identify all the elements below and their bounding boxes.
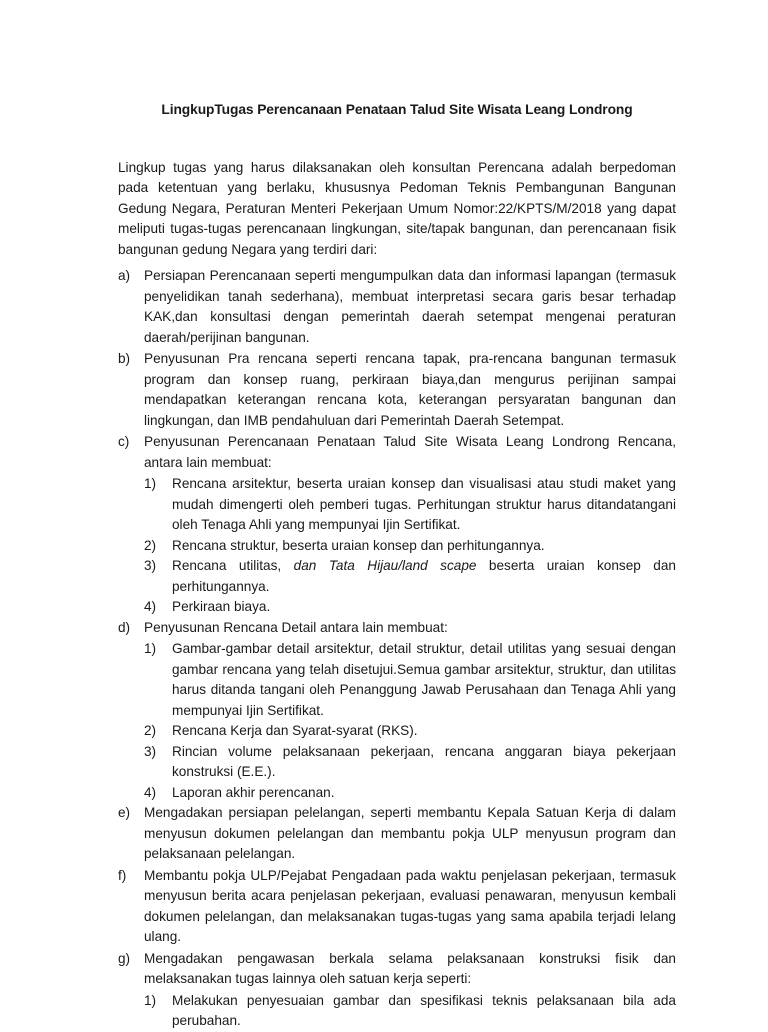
- list-item-text: Membantu pokja ULP/Pejabat Pengadaan pada waktu penjelasan pekerjaan, termasuk menyusun berita acara penjelasan pekerjaan, evaluasi penawaran, menyusun kembali dokumen pelelangan, dan melaksanakan tugas-tugas yang sama apabila terjadi lelang ulang.: [144, 867, 676, 944]
- sublist: [118, 991, 676, 1032]
- sublist-marker: 3): [144, 558, 157, 573]
- list-item: [118, 349, 676, 431]
- sublist-marker: 2): [144, 537, 157, 553]
- sublist-item: [118, 556, 676, 597]
- sublist-item: [118, 639, 676, 721]
- sublist-marker: 2): [144, 723, 157, 738]
- list-item: [118, 866, 676, 948]
- sublist-container: [118, 474, 676, 618]
- list-item-text: Penyusunan Rencana Detail antara lain membuat:: [144, 619, 448, 635]
- sublist-item-text: Rencana struktur, beserta uraian konsep dan perhitungannya.: [172, 537, 545, 553]
- document-title: LingkupTugas Perencanaan Penataan Talud Site Wisata Leang Londrong: [161, 102, 633, 117]
- sublist-item: [118, 536, 676, 557]
- list-item: [118, 949, 676, 990]
- sublist-marker: 1): [144, 992, 157, 1008]
- sublist-item-text: Gambar-gambar detail arsitektur, detail struktur, detail utilitas yang sesuai dengan gambar rencana yang telah disetujui.Semua gambar arsitektur, struktur, dan utilitas harus ditanda tangani oleh Penanggung Jawab Perusahaan dan Tenaga Ahli yang mempunyai Ijin Sertifikat.: [172, 641, 676, 718]
- sublist-item-text: Melakukan penyesuaian gambar dan spesifikasi teknis pelaksanaan bila ada perubahan.: [172, 992, 676, 1028]
- sublist-container: [118, 991, 676, 1032]
- sublist-item-text: Rencana arsitektur, beserta uraian konsep dan visualisasi atau studi maket yang mudah dimengerti oleh pemberi tugas. Perhitungan struktur harus ditandatangani oleh Tenaga Ahli yang mempunyai Ijin Sertifikat.: [172, 476, 676, 532]
- sublist-item-text: Rincian volume pelaksanaan pekerjaan, rencana anggaran biaya pekerjaan konstruksi (E.E.).: [172, 743, 676, 779]
- list-marker: c): [118, 434, 130, 449]
- sublist-item-text: Rencana Kerja dan Syarat-syarat (RKS).: [172, 723, 418, 738]
- list-item: [118, 618, 676, 639]
- sublist-item: [118, 783, 676, 804]
- sublist-item: [118, 742, 676, 783]
- sublist-item-text-prefix: Rencana utilitas,: [172, 558, 294, 573]
- sublist-item: [118, 474, 676, 536]
- list-marker: d): [118, 619, 131, 635]
- sublist-item: [118, 721, 676, 742]
- task-list: [118, 266, 676, 1032]
- list-marker: f): [118, 867, 127, 883]
- sublist-item-text-suffix: beserta uraian konsep dan perhitungannya.: [172, 558, 676, 594]
- intro-paragraph: Lingkup tugas yang harus dilaksanakan oleh konsultan Perencana adalah berpedoman pada ketentuan yang berlaku, khususnya Pedoman Teknis Pembangunan Bangunan Gedung Negara, Peraturan Menteri Pekerjaan Umum Nomor:22/KPTS/M/2018 yang dapat meliputi tugas-tugas perencanaan lingkungan, site/tapak bangunan, dan perencanaan fisik bangunan gedung Negara yang terdiri dari:: [118, 159, 676, 257]
- sublist: [118, 639, 676, 803]
- sublist-marker: 4): [144, 784, 157, 800]
- list-item-text: Penyusunan Pra rencana seperti rencana tapak, pra-rencana bangunan termasuk program dan konsep ruang, perkiraan biaya,dan mengurus perijinan sampai mendapatkan keterangan rencana kota, keterangan persyaratan bangunan dan lingkungan, dan IMB pendahuluan dari Pemerintah Daerah Setempat.: [144, 351, 676, 428]
- sublist-marker: 1): [144, 476, 157, 491]
- list-marker: e): [118, 805, 131, 820]
- list-item: [118, 266, 676, 348]
- list-marker: a): [118, 268, 131, 283]
- list-item-text: Persiapan Perencanaan seperti mengumpulkan data dan informasi lapangan (termasuk penyelidikan tanah sederhana), membuat interpretasi secara garis besar terhadap KAK,dan konsultasi dengan pemerintah daerah setempat mengenai peraturan daerah/perijinan bangunan.: [144, 268, 676, 345]
- sublist-marker: 4): [144, 599, 157, 614]
- list-item-text: Mengadakan pengawasan berkala selama pelaksanaan konstruksi fisik dan melaksanakan tugas lainnya oleh satuan kerja seperti:: [144, 950, 676, 986]
- list-marker: b): [118, 351, 131, 366]
- sublist-item: [118, 991, 676, 1032]
- sublist-item: [118, 597, 676, 618]
- sublist-item-text-italic: dan Tata Hijau/land scape: [293, 558, 477, 573]
- sublist-item-text: Laporan akhir perencanan.: [172, 784, 335, 800]
- list-item: [118, 803, 676, 865]
- list-item-text: Penyusunan Perencanaan Penataan Talud Site Wisata Leang Londrong Rencana, antara lain membuat:: [144, 434, 676, 470]
- sublist: [118, 474, 676, 618]
- sublist-item-text: Perkiraan biaya.: [172, 599, 271, 614]
- list-item-text: Mengadakan persiapan pelelangan, seperti membantu Kepala Satuan Kerja di dalam menyusun dokumen pelelangan dan membantu pokja ULP menyusun program dan pelaksanaan pelelangan.: [144, 805, 676, 861]
- sublist-marker: 3): [144, 743, 157, 759]
- list-marker: g): [118, 950, 131, 966]
- list-item: [118, 432, 676, 473]
- sublist-container: [118, 639, 676, 803]
- sublist-marker: 1): [144, 641, 157, 656]
